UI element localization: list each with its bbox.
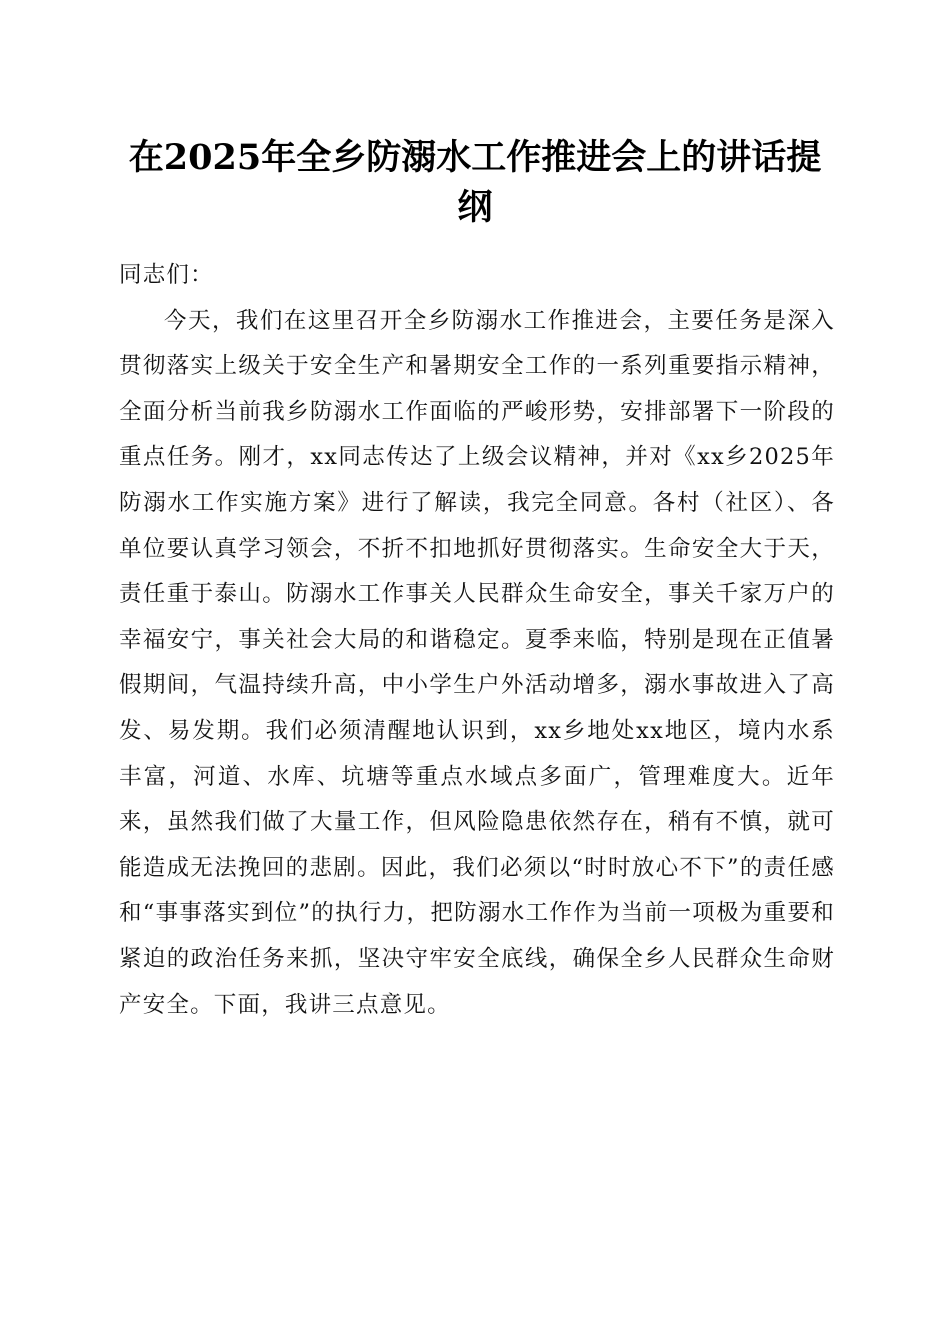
body-paragraph: 今天，我们在这里召开全乡防溺水工作推进会，主要任务是深入贯彻落实上级关于安全生产和暑期安全工作的一系列重要指示精神，全面分析当前我乡防溺水工作面临的严峻形势，安排部署下一阶段的重点任务。刚才，xx同志传达了上级会议精神，并对《xx乡2025年防溺水工作实施方案》进行了解读，我完全同意。各村（社区）、各单位要认真学习领会，不折不扣地抓好贯彻落实。生命安全大于天，责任重于泰山。防溺水工作事关人民群众生命安全，事关千家万户的幸福安宁，事关社会大局的和谐稳定。夏季来临，特别是现在正值暑假期间，气温持续升高，中小学生户外活动增多，溺水事故进入了高发、易发期。我们必须清醒地认识到，xx乡地处xx地区，境内水系丰富，河道、水库、坑塘等重点水域点多面广，管理难度大。近年来，虽然我们做了大量工作，但风险隐患依然存在，稍有不慎，就可能造成无法挽回的悲剧。因此，我们必须以“时时放心不下”的责任感和“事事落实到位”的执行力，把防溺水工作作为当前一项极为重要和紧迫的政治任务来抓，坚决守牢安全底线，确保全乡人民群众生命财产安全。下面，我讲三点意见。: [119, 307, 835, 1018]
document-title: 在2025年全乡防溺水工作推进会上的讲话提纲: [128, 137, 822, 228]
document-body: [119, 253, 835, 1028]
salutation: 同志们：: [119, 262, 214, 288]
